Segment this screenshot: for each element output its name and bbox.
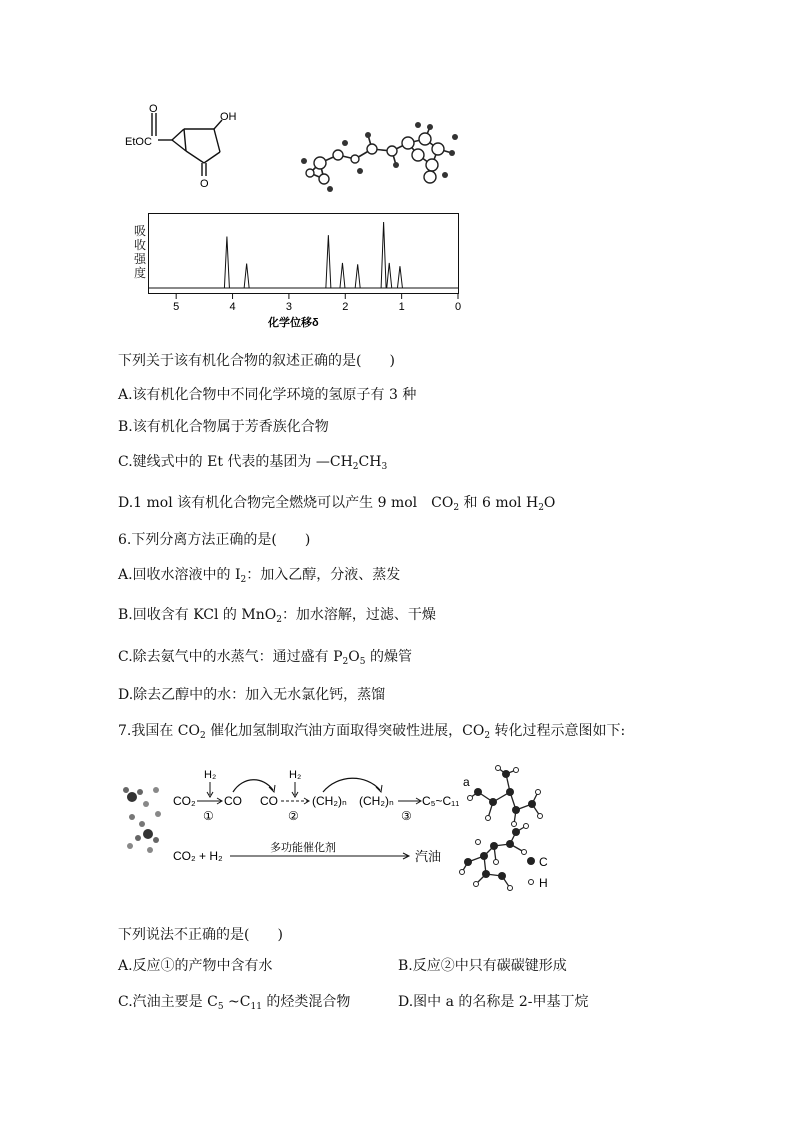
q6-c-text: C.除去氨气中的水蒸气：通过盛有 P bbox=[118, 649, 343, 665]
ch2n-label-1: (CH₂)ₙ bbox=[312, 794, 347, 808]
q5-d-text2: 和 6 mol H bbox=[459, 495, 539, 511]
ester-label: EtOC bbox=[125, 136, 152, 148]
legend-h-label: H bbox=[539, 876, 548, 890]
q6-a-text2: ：加入乙醇，分液、蒸发 bbox=[246, 567, 401, 583]
q6-option-b[interactable] bbox=[118, 606, 436, 629]
q7-stem-text: 7.我国在 CO bbox=[118, 723, 200, 739]
q5-option-b[interactable]: B.该有机化合物属于芳香族化合物 bbox=[118, 419, 329, 435]
reactant-molecules bbox=[123, 787, 161, 853]
q6-option-c[interactable] bbox=[118, 648, 412, 671]
x-tick-label: 1 bbox=[398, 301, 405, 313]
q6-c-text2: O bbox=[348, 649, 360, 665]
q6-stem: 6.下列分离方法正确的是( ) bbox=[118, 532, 311, 548]
step-2: ② bbox=[288, 809, 299, 823]
q7-option-a[interactable]: A.反应①的产物中含有水 bbox=[118, 958, 273, 974]
legend-c-dot bbox=[527, 857, 535, 865]
subscript: 11 bbox=[250, 1002, 262, 1012]
catalyst-label: 多功能催化剂 bbox=[270, 842, 336, 854]
nmr-peak bbox=[340, 263, 345, 288]
nmr-spectrum bbox=[148, 213, 468, 333]
skeletal-structure bbox=[122, 100, 252, 195]
q5-option-a[interactable]: A.该有机化合物中不同化学环境的氢原子有 3 种 bbox=[118, 387, 417, 403]
hydroxyl-label: OH bbox=[220, 111, 237, 123]
q7-c-text: C.汽油主要是 C bbox=[118, 994, 218, 1010]
c5c11-label: C₅~C₁₁ bbox=[422, 794, 460, 808]
subscript: 2 bbox=[352, 462, 359, 472]
q6-b-text2: ：加水溶解，过滤、干燥 bbox=[281, 607, 436, 623]
subscript: 2 bbox=[342, 657, 349, 667]
h2-label-1: H₂ bbox=[204, 769, 217, 781]
subscript: 5 bbox=[359, 657, 366, 667]
q5-c-text2: CH bbox=[358, 454, 382, 470]
ylabel-char: 吸 bbox=[133, 224, 146, 238]
q6-c-text3: 的燥管 bbox=[365, 649, 412, 665]
product-label: 汽油 bbox=[415, 849, 442, 864]
q6-option-a[interactable] bbox=[118, 566, 400, 589]
ylabel-char: 度 bbox=[133, 266, 146, 280]
h2-label-2: H₂ bbox=[289, 769, 302, 781]
ketone-o-label: O bbox=[200, 178, 209, 190]
q5-stem: 下列关于该有机化合物的叙述正确的是( ) bbox=[118, 353, 395, 369]
co-label-1: CO bbox=[224, 794, 242, 808]
step-1: ① bbox=[203, 809, 214, 823]
ester-o-label: O bbox=[149, 103, 158, 115]
ylabel-char: 强 bbox=[133, 252, 146, 266]
subscript: 2 bbox=[484, 731, 491, 741]
legend-h-dot bbox=[529, 880, 534, 885]
x-tick-label: 0 bbox=[455, 301, 462, 313]
ch2n-label-2: (CH₂)ₙ bbox=[359, 794, 394, 808]
ylabel-char: 收 bbox=[133, 238, 146, 252]
co2-label: CO₂ bbox=[173, 794, 196, 808]
subscript: 2 bbox=[538, 503, 544, 513]
molecule-a bbox=[468, 766, 543, 827]
q7-option-d[interactable]: D.图中 a 的名称是 2-甲基丁烷 bbox=[398, 994, 589, 1010]
ball-stick-model bbox=[300, 115, 465, 195]
q7-c-text2: ~C bbox=[223, 994, 251, 1010]
x-tick-label: 4 bbox=[229, 301, 236, 313]
legend-c-label: C bbox=[539, 855, 548, 869]
molecule-b bbox=[460, 824, 529, 891]
nmr-peak bbox=[244, 264, 249, 288]
subscript: 2 bbox=[240, 575, 247, 585]
molecule-a-label: a bbox=[463, 775, 470, 789]
q7-option-b[interactable]: B.反应②中只有碳碳键形成 bbox=[398, 958, 567, 974]
q6-option-d[interactable]: D.除去乙醇中的水：加入无水氯化钙，蒸馏 bbox=[118, 687, 386, 703]
q5-c-text: C.键线式中的 Et 代表的基团为 —CH bbox=[118, 454, 353, 470]
xlabel: 化学位移δ bbox=[268, 317, 319, 329]
nmr-peak bbox=[224, 237, 229, 288]
subscript: 5 bbox=[217, 1002, 224, 1012]
nmr-peak bbox=[326, 235, 331, 288]
nmr-peak bbox=[397, 266, 402, 288]
q5-option-d[interactable] bbox=[118, 494, 555, 517]
q7-stem-text2: 催化加氢制取汽油方面取得突破性进展，CO bbox=[205, 723, 485, 739]
q7-stem-text3: 转化过程示意图如下: bbox=[490, 723, 626, 739]
q7-option-c[interactable] bbox=[118, 993, 350, 1016]
step-3: ③ bbox=[401, 809, 412, 823]
x-tick-label: 3 bbox=[285, 301, 293, 313]
q5-option-c[interactable] bbox=[118, 453, 387, 476]
co2-conversion-diagram bbox=[118, 762, 558, 907]
q7-stem bbox=[118, 722, 625, 745]
q6-b-text: B.回收含有 KCl 的 MnO bbox=[118, 607, 277, 623]
x-tick-label: 2 bbox=[342, 301, 349, 313]
plot-frame bbox=[149, 214, 459, 294]
q6-a-text: A.回收水溶液中的 I bbox=[118, 567, 241, 583]
subscript: 2 bbox=[200, 731, 206, 741]
overall-reactants: CO₂ + H₂ bbox=[173, 849, 223, 863]
spectrum-ylabel bbox=[132, 224, 148, 280]
q5-d-text3: O bbox=[543, 495, 556, 511]
x-tick-label: 5 bbox=[173, 301, 180, 313]
q5-d-text: D.1 mol 该有机化合物完全燃烧可以产生 9 mol CO bbox=[118, 495, 454, 511]
q7-question: 下列说法不正确的是( ) bbox=[118, 927, 283, 943]
nmr-peak bbox=[381, 222, 386, 288]
subscript: 3 bbox=[381, 462, 388, 472]
nmr-peak bbox=[387, 263, 392, 288]
co-label-2: CO bbox=[260, 794, 278, 808]
subscript: 2 bbox=[453, 503, 460, 513]
q7-c-text3: 的烃类混合物 bbox=[261, 994, 351, 1010]
subscript: 2 bbox=[276, 615, 282, 625]
nmr-peak bbox=[355, 264, 360, 288]
